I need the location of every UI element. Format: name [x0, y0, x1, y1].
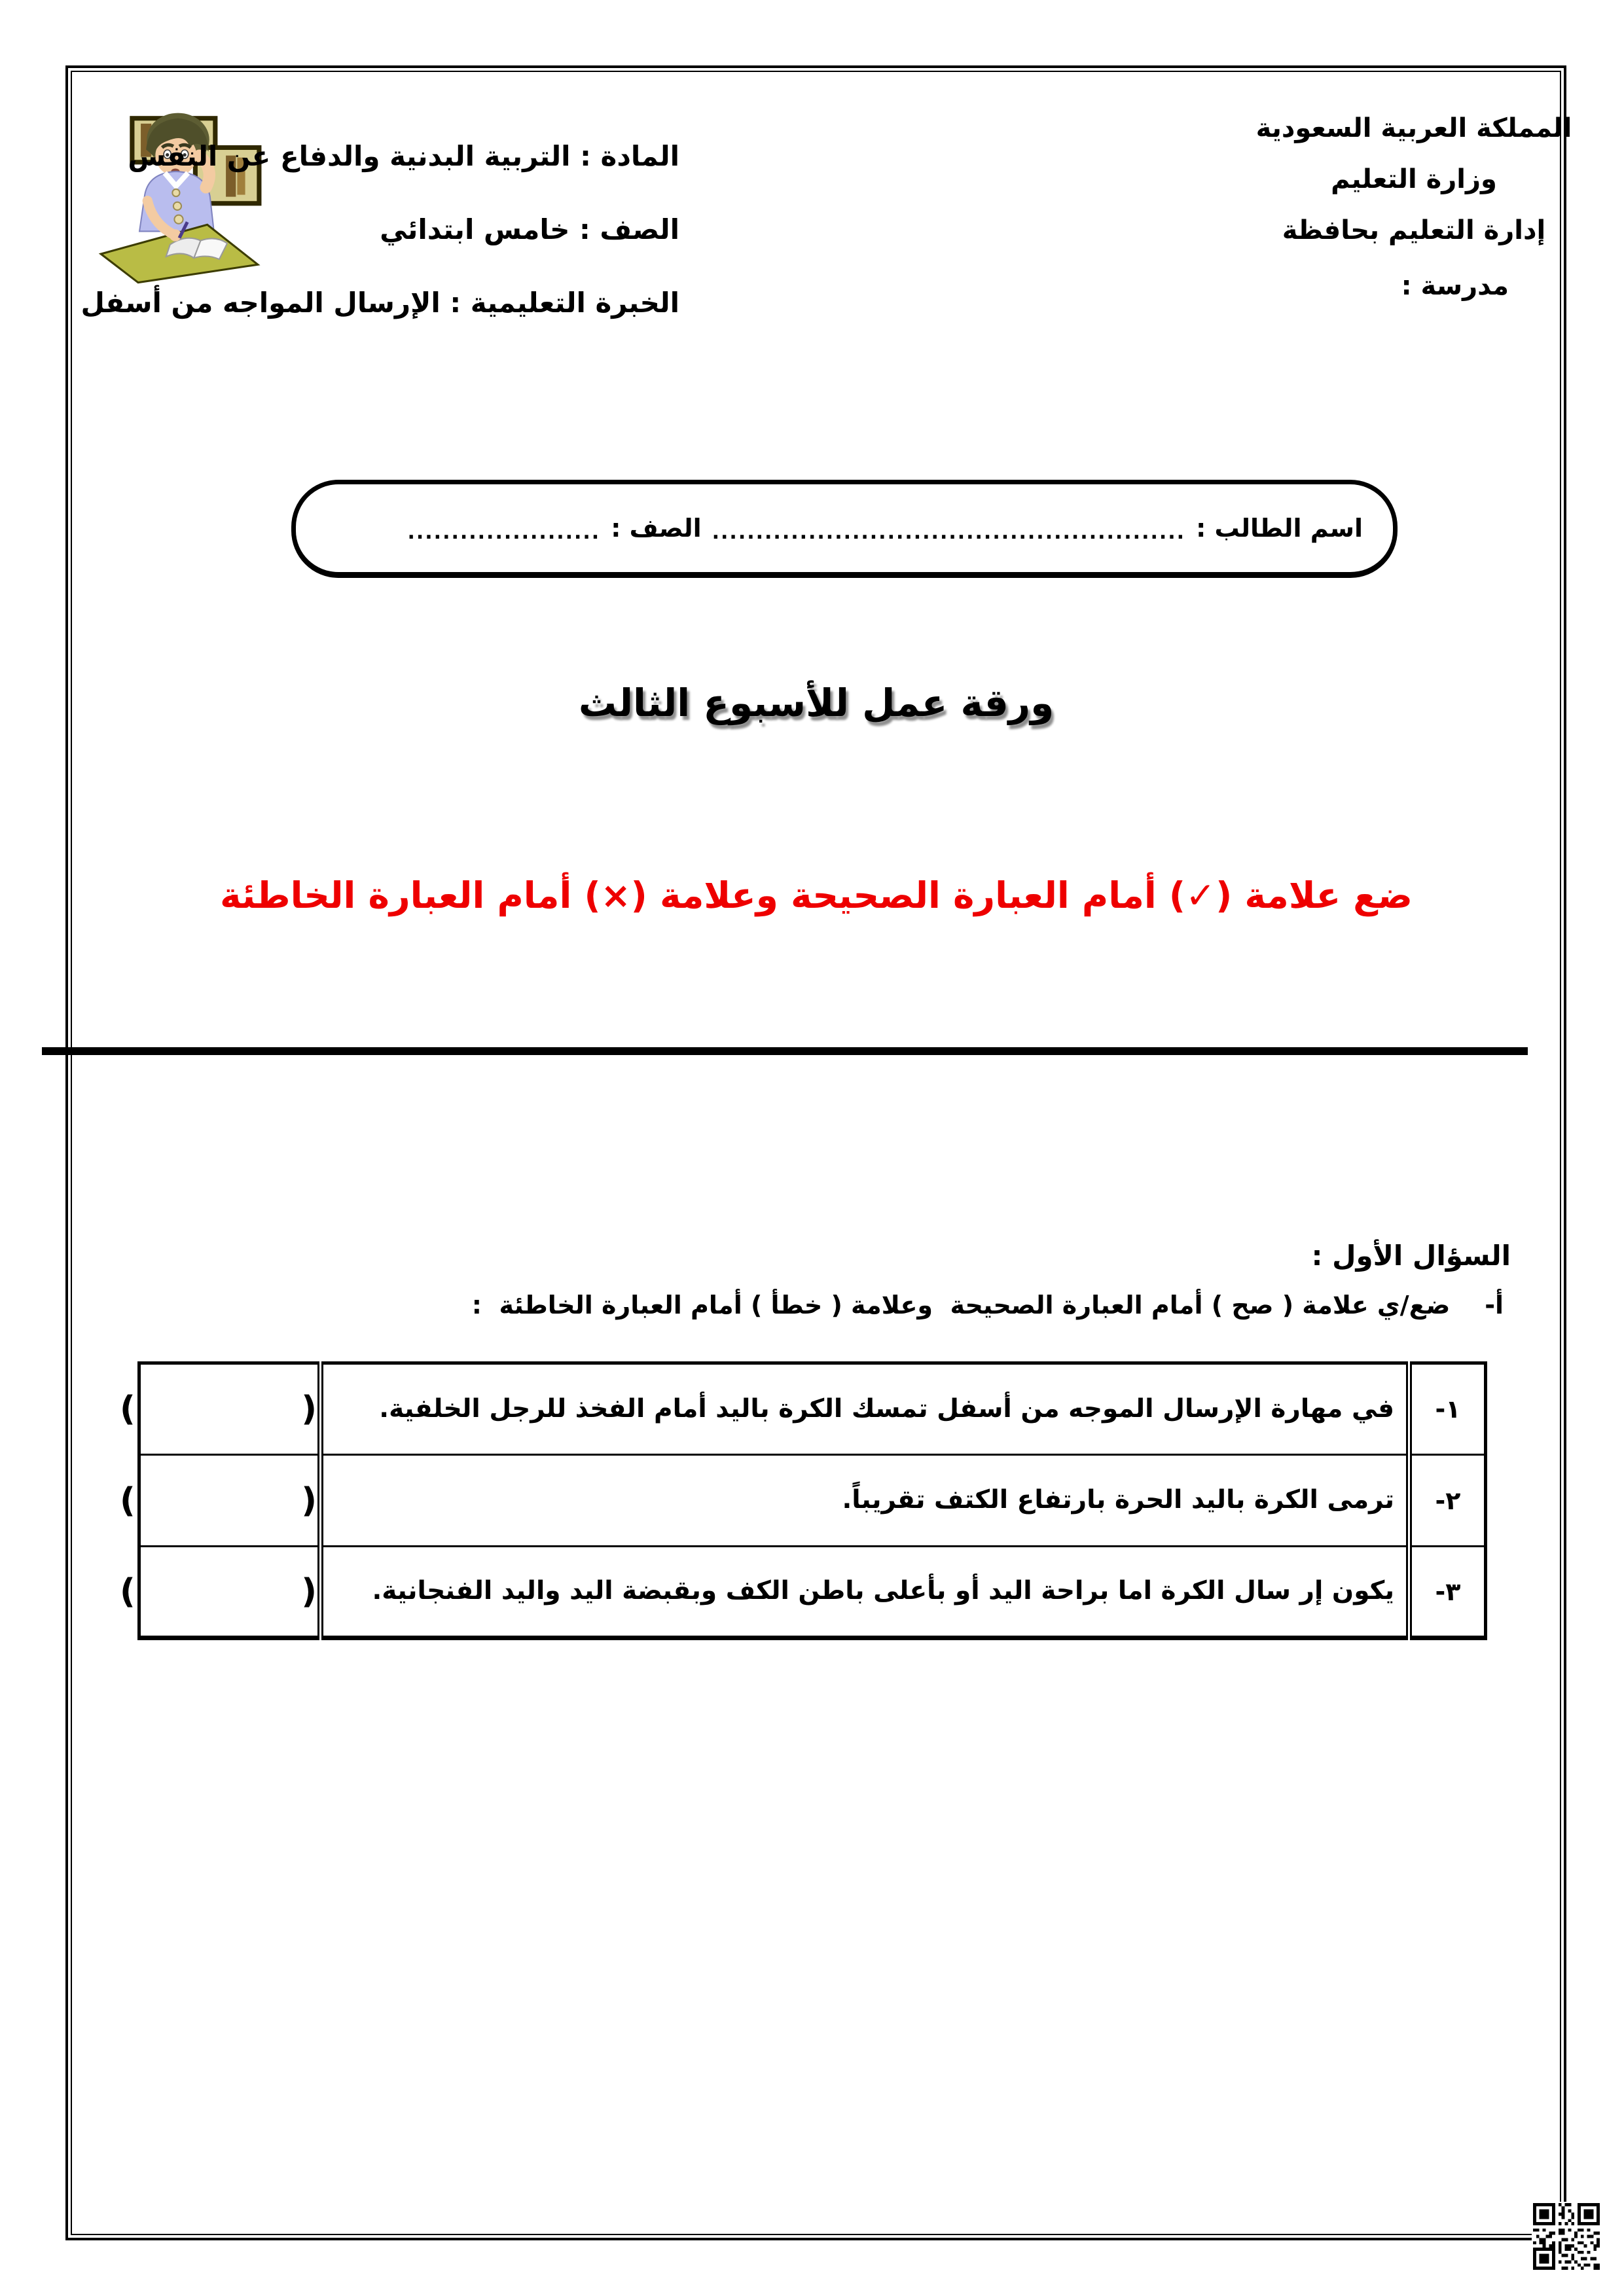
lesson-info-block	[81, 128, 679, 348]
statements-table-wrap	[120, 1361, 1487, 1640]
statement-text: في مهارة الإرسال الموجه من أسفل تمسك الكرة باليد أمام الفخذ للرجل الخلفية.	[321, 1363, 1409, 1455]
question-one-directive: أ- ضع/ي علامة ( صح ) أمام العبارة الصحيحة وعلامة ( خطأ ) أمام العبارة الخاطئة :	[471, 1291, 1504, 1319]
row-number: ٣-	[1409, 1547, 1486, 1638]
class-label: الصف :	[611, 514, 702, 543]
experience-line: الخبرة التعليمية : الإرسال المواجه من أسفل	[81, 287, 679, 319]
worksheet-title: ورقة عمل للأسبوع الثالث	[578, 681, 1055, 725]
class-blank: ......................	[407, 520, 601, 544]
marking-instruction: ضع علامة (✓) أمام العبارة الصحيحة وعلامة (×) أمام العبارة الخاطئة	[219, 874, 1413, 916]
table-row	[139, 1455, 1486, 1547]
answer-blank: ( )	[139, 1547, 321, 1638]
school-label: مدرسة :	[1401, 271, 1509, 301]
table-row	[139, 1547, 1486, 1638]
grade-line: الصف : خامس ابتدائي	[380, 213, 679, 245]
table-row	[139, 1363, 1486, 1455]
directorate-line: إدارة التعليم بحافظة	[1282, 215, 1546, 245]
row-number: ٢-	[1409, 1455, 1486, 1547]
ministry-header-block	[1247, 105, 1581, 258]
page-border-frame	[65, 65, 1566, 2240]
ministry-line: وزارة التعليم	[1331, 164, 1497, 194]
question-one-heading: السؤال الأول :	[1311, 1240, 1511, 1272]
student-name-label: اسم الطالب :	[1196, 514, 1363, 543]
qr-code-icon	[1532, 2202, 1601, 2271]
row-number: ١-	[1409, 1363, 1486, 1455]
statement-text: ترمى الكرة باليد الحرة بارتفاع الكتف تقريباً.	[321, 1455, 1409, 1547]
subject-line: المادة : التربية البدنية والدفاع عن النفس	[128, 140, 679, 172]
section-divider	[42, 1047, 1528, 1055]
statement-text: يكون إر سال الكرة اما براحة اليد أو بأعلى باطن الكف وبقبضة اليد واليد الفنجانية.	[321, 1547, 1409, 1638]
student-name-blank: ......................................................	[712, 520, 1186, 544]
student-info-box	[291, 480, 1398, 578]
answer-blank: ( )	[139, 1455, 321, 1547]
statements-table	[120, 1361, 1487, 1640]
answer-blank: ( )	[139, 1363, 321, 1455]
country-line: المملكة العربية السعودية	[1255, 113, 1572, 143]
page-border-frame-inner	[71, 71, 1561, 2235]
